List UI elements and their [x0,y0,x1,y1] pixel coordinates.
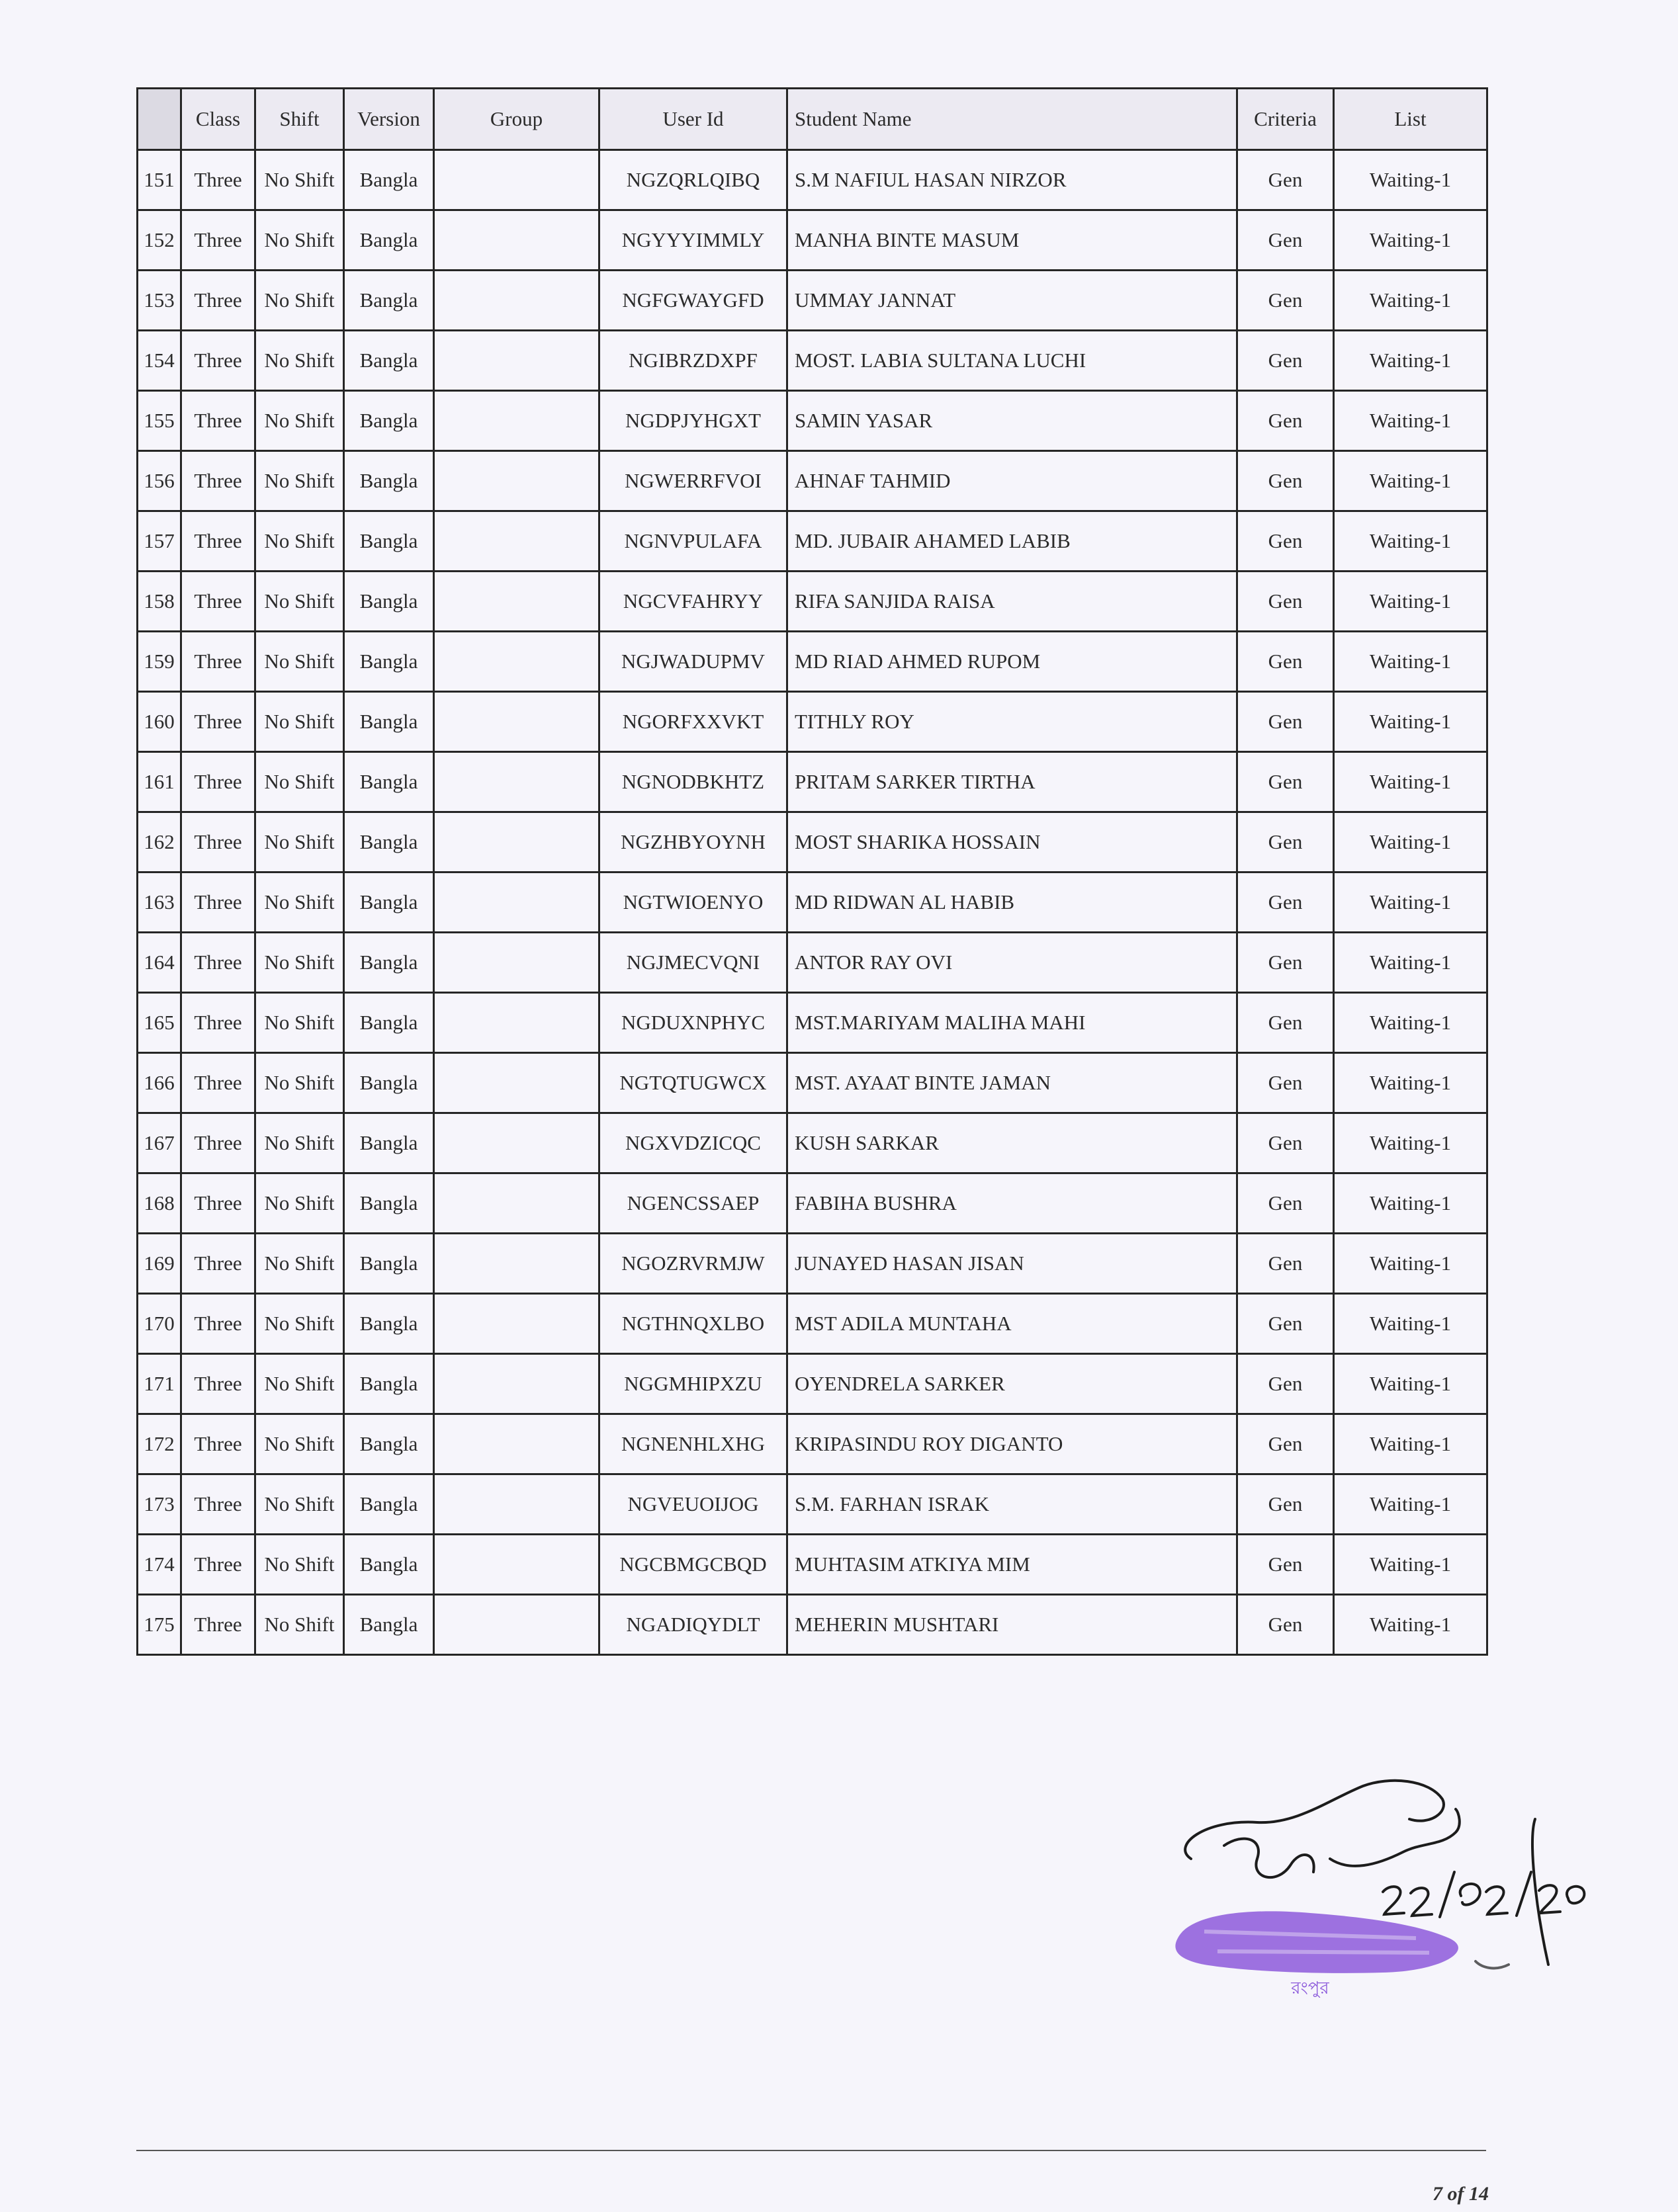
cell-student-name: S.M. FARHAN ISRAK [787,1474,1237,1535]
cell-version: Bangla [344,1595,434,1655]
cell-user-id: NGZQRLQIBQ [599,150,787,210]
table-row [138,271,1487,331]
table-row [138,1113,1487,1173]
cell-version: Bangla [344,1053,434,1113]
cell-shift: No Shift [255,1294,344,1354]
cell-version: Bangla [344,1234,434,1294]
footer-divider [136,2150,1486,2151]
cell-student-name: MD RIAD AHMED RUPOM [787,632,1237,692]
cell-criteria: Gen [1237,1535,1334,1595]
cell-serial: 163 [138,872,181,933]
cell-version: Bangla [344,1414,434,1474]
cell-shift: No Shift [255,1354,344,1414]
table-row [138,150,1487,210]
cell-group [434,1173,599,1234]
cell-shift: No Shift [255,1474,344,1535]
cell-criteria: Gen [1237,1414,1334,1474]
cell-version: Bangla [344,1294,434,1354]
cell-shift: No Shift [255,1234,344,1294]
cell-serial: 165 [138,993,181,1053]
cell-serial: 157 [138,511,181,572]
cell-version: Bangla [344,933,434,993]
cell-list: Waiting-1 [1334,933,1487,993]
table-body [138,150,1487,1655]
cell-serial: 170 [138,1294,181,1354]
cell-user-id: NGORFXXVKT [599,692,787,752]
cell-class: Three [181,391,255,451]
table-row [138,210,1487,271]
cell-list: Waiting-1 [1334,1474,1487,1535]
cell-serial: 158 [138,572,181,632]
cell-list: Waiting-1 [1334,331,1487,391]
cell-group [434,1595,599,1655]
cell-serial: 168 [138,1173,181,1234]
cell-student-name: KUSH SARKAR [787,1113,1237,1173]
cell-list: Waiting-1 [1334,692,1487,752]
cell-shift: No Shift [255,812,344,872]
signature-and-stamp [1165,1773,1614,1998]
cell-user-id: NGNENHLXHG [599,1414,787,1474]
cell-shift: No Shift [255,752,344,812]
cell-student-name: MUHTASIM ATKIYA MIM [787,1535,1237,1595]
table-row [138,1535,1487,1595]
cell-serial: 155 [138,391,181,451]
cell-shift: No Shift [255,271,344,331]
cell-class: Three [181,692,255,752]
cell-user-id: NGOZRVRMJW [599,1234,787,1294]
cell-user-id: NGTHNQXLBO [599,1294,787,1354]
cell-user-id: NGFGWAYGFD [599,271,787,331]
cell-group [434,1354,599,1414]
cell-group [434,210,599,271]
cell-shift: No Shift [255,1535,344,1595]
cell-version: Bangla [344,331,434,391]
cell-shift: No Shift [255,572,344,632]
cell-criteria: Gen [1237,933,1334,993]
cell-criteria: Gen [1237,271,1334,331]
cell-class: Three [181,933,255,993]
cell-version: Bangla [344,1354,434,1414]
cell-list: Waiting-1 [1334,632,1487,692]
cell-list: Waiting-1 [1334,1234,1487,1294]
cell-user-id: NGNODBKHTZ [599,752,787,812]
cell-criteria: Gen [1237,1474,1334,1535]
cell-user-id: NGXVDZICQC [599,1113,787,1173]
cell-class: Three [181,572,255,632]
table-row [138,1595,1487,1655]
cell-class: Three [181,1595,255,1655]
cell-criteria: Gen [1237,752,1334,812]
cell-class: Three [181,210,255,271]
cell-class: Three [181,752,255,812]
cell-group [434,391,599,451]
cell-class: Three [181,1535,255,1595]
cell-group [434,1113,599,1173]
cell-student-name: KRIPASINDU ROY DIGANTO [787,1414,1237,1474]
cell-student-name: FABIHA BUSHRA [787,1173,1237,1234]
cell-class: Three [181,271,255,331]
cell-class: Three [181,1294,255,1354]
cell-shift: No Shift [255,872,344,933]
cell-version: Bangla [344,993,434,1053]
cell-student-name: MOST. LABIA SULTANA LUCHI [787,331,1237,391]
cell-class: Three [181,812,255,872]
header-group: Group [434,89,599,150]
cell-list: Waiting-1 [1334,572,1487,632]
cell-criteria: Gen [1237,872,1334,933]
cell-shift: No Shift [255,511,344,572]
cell-group [434,933,599,993]
cell-version: Bangla [344,1474,434,1535]
cell-list: Waiting-1 [1334,210,1487,271]
cell-version: Bangla [344,511,434,572]
table-row [138,1414,1487,1474]
cell-user-id: NGDPJYHGXT [599,391,787,451]
official-stamp [1175,1911,1458,1998]
cell-class: Three [181,451,255,511]
cell-list: Waiting-1 [1334,752,1487,812]
cell-group [434,1474,599,1535]
cell-student-name: MST. AYAAT BINTE JAMAN [787,1053,1237,1113]
cell-shift: No Shift [255,1595,344,1655]
cell-serial: 171 [138,1354,181,1414]
cell-student-name: MEHERIN MUSHTARI [787,1595,1237,1655]
admission-waiting-list-table [136,87,1488,1656]
cell-list: Waiting-1 [1334,1053,1487,1113]
header-user-id: User Id [599,89,787,150]
cell-criteria: Gen [1237,1173,1334,1234]
cell-list: Waiting-1 [1334,1113,1487,1173]
table-row [138,872,1487,933]
cell-student-name: PRITAM SARKER TIRTHA [787,752,1237,812]
cell-group [434,632,599,692]
cell-group [434,150,599,210]
cell-serial: 156 [138,451,181,511]
cell-version: Bangla [344,150,434,210]
cell-group [434,1053,599,1113]
cell-criteria: Gen [1237,1354,1334,1414]
cell-user-id: NGTQTUGWCX [599,1053,787,1113]
admission-waiting-list-table-container [136,87,1486,1656]
cell-version: Bangla [344,1173,434,1234]
cell-version: Bangla [344,210,434,271]
cell-user-id: NGZHBYOYNH [599,812,787,872]
cell-version: Bangla [344,391,434,451]
table-row [138,1234,1487,1294]
page-number: 7 of 14 [1433,2183,1489,2205]
cell-shift: No Shift [255,391,344,451]
cell-group [434,331,599,391]
cell-student-name: MST.MARIYAM MALIHA MAHI [787,993,1237,1053]
table-row [138,692,1487,752]
cell-student-name: MD. JUBAIR AHAMED LABIB [787,511,1237,572]
cell-class: Three [181,872,255,933]
cell-serial: 175 [138,1595,181,1655]
cell-criteria: Gen [1237,210,1334,271]
cell-list: Waiting-1 [1334,993,1487,1053]
cell-serial: 164 [138,933,181,993]
cell-class: Three [181,331,255,391]
cell-list: Waiting-1 [1334,1173,1487,1234]
cell-criteria: Gen [1237,391,1334,451]
table-row [138,1474,1487,1535]
header-shift: Shift [255,89,344,150]
cell-student-name: OYENDRELA SARKER [787,1354,1237,1414]
cell-student-name: AHNAF TAHMID [787,451,1237,511]
cell-criteria: Gen [1237,632,1334,692]
cell-group [434,872,599,933]
cell-version: Bangla [344,692,434,752]
cell-class: Three [181,1354,255,1414]
cell-user-id: NGENCSSAEP [599,1173,787,1234]
table-row [138,632,1487,692]
header-criteria: Criteria [1237,89,1334,150]
cell-group [434,993,599,1053]
table-row [138,391,1487,451]
cell-criteria: Gen [1237,993,1334,1053]
cell-list: Waiting-1 [1334,271,1487,331]
cell-list: Waiting-1 [1334,511,1487,572]
cell-shift: No Shift [255,150,344,210]
table-row [138,812,1487,872]
cell-serial: 162 [138,812,181,872]
cell-student-name: SAMIN YASAR [787,391,1237,451]
cell-criteria: Gen [1237,1294,1334,1354]
cell-class: Three [181,1234,255,1294]
cell-criteria: Gen [1237,331,1334,391]
cell-list: Waiting-1 [1334,1414,1487,1474]
table-row [138,1053,1487,1113]
cell-class: Three [181,993,255,1053]
header-version: Version [344,89,434,150]
header-class: Class [181,89,255,150]
cell-serial: 159 [138,632,181,692]
cell-serial: 154 [138,331,181,391]
cell-class: Three [181,632,255,692]
cell-shift: No Shift [255,1414,344,1474]
cell-criteria: Gen [1237,511,1334,572]
cell-student-name: S.M NAFIUL HASAN NIRZOR [787,150,1237,210]
cell-group [434,692,599,752]
cell-student-name: RIFA SANJIDA RAISA [787,572,1237,632]
cell-serial: 152 [138,210,181,271]
cell-list: Waiting-1 [1334,1294,1487,1354]
cell-group [434,271,599,331]
cell-student-name: UMMAY JANNAT [787,271,1237,331]
table-row [138,511,1487,572]
cell-criteria: Gen [1237,150,1334,210]
cell-group [434,1535,599,1595]
cell-student-name: JUNAYED HASAN JISAN [787,1234,1237,1294]
cell-group [434,511,599,572]
cell-group [434,812,599,872]
cell-group [434,1294,599,1354]
stamp-text: রংপুর [1291,1978,1329,1998]
cell-user-id: NGIBRZDXPF [599,331,787,391]
cell-version: Bangla [344,271,434,331]
cell-serial: 174 [138,1535,181,1595]
cell-class: Three [181,1414,255,1474]
cell-student-name: ANTOR RAY OVI [787,933,1237,993]
cell-serial: 151 [138,150,181,210]
cell-serial: 161 [138,752,181,812]
table-row [138,1173,1487,1234]
cell-student-name: MST ADILA MUNTAHA [787,1294,1237,1354]
header-student-name: Student Name [787,89,1237,150]
cell-user-id: NGNVPULAFA [599,511,787,572]
cell-list: Waiting-1 [1334,872,1487,933]
cell-shift: No Shift [255,692,344,752]
cell-shift: No Shift [255,331,344,391]
cell-criteria: Gen [1237,451,1334,511]
cell-serial: 173 [138,1474,181,1535]
cell-criteria: Gen [1237,1234,1334,1294]
cell-shift: No Shift [255,210,344,271]
cell-shift: No Shift [255,632,344,692]
cell-serial: 172 [138,1414,181,1474]
cell-user-id: NGDUXNPHYC [599,993,787,1053]
cell-list: Waiting-1 [1334,150,1487,210]
cell-group [434,451,599,511]
cell-user-id: NGWERRFVOI [599,451,787,511]
table-header-row [138,89,1487,150]
cell-group [434,1234,599,1294]
cell-user-id: NGCBMGCBQD [599,1535,787,1595]
cell-shift: No Shift [255,933,344,993]
cell-list: Waiting-1 [1334,1354,1487,1414]
cell-user-id: NGGMHIPXZU [599,1354,787,1414]
header-serial [138,89,181,150]
cell-user-id: NGTWIOENYO [599,872,787,933]
cell-version: Bangla [344,812,434,872]
cell-group [434,1414,599,1474]
cell-version: Bangla [344,572,434,632]
cell-criteria: Gen [1237,692,1334,752]
cell-serial: 160 [138,692,181,752]
table-row [138,1294,1487,1354]
cell-version: Bangla [344,632,434,692]
cell-user-id: NGADIQYDLT [599,1595,787,1655]
cell-list: Waiting-1 [1334,1535,1487,1595]
table-row [138,1354,1487,1414]
table-row [138,451,1487,511]
header-list: List [1334,89,1487,150]
cell-list: Waiting-1 [1334,451,1487,511]
cell-list: Waiting-1 [1334,1595,1487,1655]
cell-serial: 169 [138,1234,181,1294]
signature-graphic [1165,1773,1614,1998]
cell-criteria: Gen [1237,812,1334,872]
cell-student-name: TITHLY ROY [787,692,1237,752]
cell-group [434,572,599,632]
cell-class: Three [181,511,255,572]
cell-class: Three [181,150,255,210]
cell-user-id: NGVEUOIJOG [599,1474,787,1535]
cell-version: Bangla [344,451,434,511]
cell-criteria: Gen [1237,1595,1334,1655]
cell-version: Bangla [344,872,434,933]
cell-list: Waiting-1 [1334,391,1487,451]
cell-class: Three [181,1474,255,1535]
cell-criteria: Gen [1237,572,1334,632]
cell-class: Three [181,1113,255,1173]
table-row [138,993,1487,1053]
table-row [138,933,1487,993]
cell-shift: No Shift [255,1113,344,1173]
table-row [138,752,1487,812]
cell-version: Bangla [344,752,434,812]
cell-version: Bangla [344,1113,434,1173]
handwritten-date [1383,1872,1584,1917]
cell-student-name: MD RIDWAN AL HABIB [787,872,1237,933]
cell-class: Three [181,1173,255,1234]
cell-criteria: Gen [1237,1113,1334,1173]
cell-version: Bangla [344,1535,434,1595]
table-row [138,331,1487,391]
cell-shift: No Shift [255,993,344,1053]
cell-serial: 153 [138,271,181,331]
cell-user-id: NGCVFAHRYY [599,572,787,632]
cell-class: Three [181,1053,255,1113]
cell-group [434,752,599,812]
cell-student-name: MOST SHARIKA HOSSAIN [787,812,1237,872]
cell-user-id: NGYYYIMMLY [599,210,787,271]
cell-student-name: MANHA BINTE MASUM [787,210,1237,271]
cell-shift: No Shift [255,1173,344,1234]
cell-user-id: NGJWADUPMV [599,632,787,692]
cell-serial: 166 [138,1053,181,1113]
cell-shift: No Shift [255,451,344,511]
cell-list: Waiting-1 [1334,812,1487,872]
cell-serial: 167 [138,1113,181,1173]
cell-shift: No Shift [255,1053,344,1113]
cell-criteria: Gen [1237,1053,1334,1113]
table-row [138,572,1487,632]
cell-user-id: NGJMECVQNI [599,933,787,993]
